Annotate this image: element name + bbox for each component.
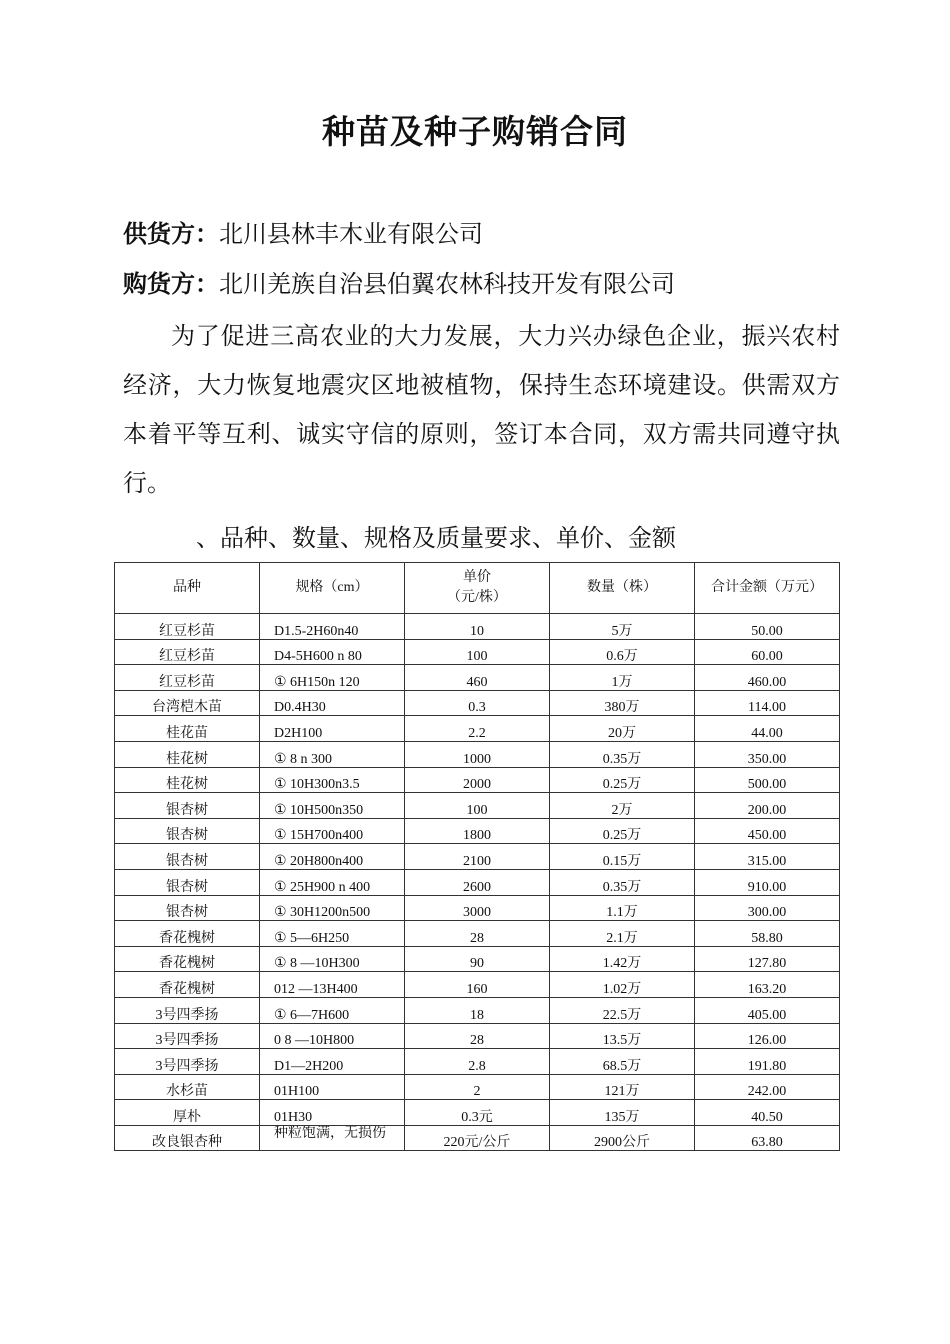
cell-variety: 银杏树 — [115, 895, 260, 921]
table-header-row — [115, 563, 840, 614]
table-row — [115, 818, 840, 844]
table-row — [115, 767, 840, 793]
cell-spec: D2H100 — [260, 716, 405, 742]
cell-price: 2600 — [405, 869, 550, 895]
cell-spec: ① 15H700n400 — [260, 818, 405, 844]
cell-spec: ① 10H500n350 — [260, 793, 405, 819]
cell-quantity: 1.42万 — [550, 946, 695, 972]
cell-spec: ① 25H900 n 400 — [260, 869, 405, 895]
cell-quantity: 0.35万 — [550, 869, 695, 895]
cell-variety: 3号四季扬 — [115, 997, 260, 1023]
table-row — [115, 1100, 840, 1126]
cell-spec: ① 5—6H250 — [260, 921, 405, 947]
table-row — [115, 844, 840, 870]
cell-spec: ① 10H300n3.5 — [260, 767, 405, 793]
section-heading: 、品种、数量、规格及质量要求、单价、金额 — [196, 524, 676, 552]
cell-spec: D1.5-2H60n40 — [260, 614, 405, 640]
intro-paragraph: 为了促进三高农业的大力发展，大力兴办绿色企业，振兴农村经济，大力恢复地震灾区地被植物，保持生态环境建设。供需双方本着平等互利、诚实守信的原则，签订本合同，双方需共同遵守执行。 — [123, 322, 840, 497]
header-variety: 品种 — [115, 563, 260, 614]
document-title: 种苗及种子购销合同 — [322, 112, 628, 151]
buyer-label: 购货方： — [123, 269, 219, 298]
cell-spec: ① 30H1200n500 — [260, 895, 405, 921]
table-row — [115, 1074, 840, 1100]
cell-variety: 桂花苗 — [115, 716, 260, 742]
cell-total: 315.00 — [695, 844, 840, 870]
cell-price: 1800 — [405, 818, 550, 844]
cell-quantity: 0.25万 — [550, 818, 695, 844]
cell-quantity: 13.5万 — [550, 1023, 695, 1049]
cell-variety: 红豆杉苗 — [115, 639, 260, 665]
product-table — [114, 562, 840, 1151]
cell-variety: 香花槐树 — [115, 972, 260, 998]
supplier-name: 北川县林丰木业有限公司 — [219, 220, 483, 248]
cell-quantity: 5万 — [550, 614, 695, 640]
cell-price: 460 — [405, 665, 550, 691]
table-row — [115, 1023, 840, 1049]
cell-quantity: 0.15万 — [550, 844, 695, 870]
supplier-label: 供货方： — [123, 219, 219, 248]
cell-price: 220元/公斤 — [405, 1125, 550, 1151]
cell-price: 90 — [405, 946, 550, 972]
cell-quantity: 1.1万 — [550, 895, 695, 921]
cell-variety: 银杏树 — [115, 818, 260, 844]
buyer-line — [123, 264, 675, 299]
cell-variety: 3号四季扬 — [115, 1023, 260, 1049]
cell-total: 114.00 — [695, 690, 840, 716]
cell-total: 500.00 — [695, 767, 840, 793]
cell-spec: 01H100 — [260, 1074, 405, 1100]
cell-price: 10 — [405, 614, 550, 640]
table-row — [115, 921, 840, 947]
cell-spec: D0.4H30 — [260, 690, 405, 716]
header-spec: 规格（cm） — [260, 563, 405, 614]
header-price-line1: 单价 — [463, 570, 491, 585]
cell-quantity: 1.02万 — [550, 972, 695, 998]
table-row — [115, 741, 840, 767]
cell-total: 40.50 — [695, 1100, 840, 1126]
cell-variety: 台湾桤木苗 — [115, 690, 260, 716]
cell-quantity: 2900公斤 — [550, 1125, 695, 1151]
header-total: 合计金额（万元） — [695, 563, 840, 614]
cell-price: 160 — [405, 972, 550, 998]
table-row — [115, 946, 840, 972]
cell-total: 191.80 — [695, 1049, 840, 1075]
cell-variety: 桂花树 — [115, 767, 260, 793]
cell-quantity: 0.6万 — [550, 639, 695, 665]
cell-price: 100 — [405, 793, 550, 819]
cell-price: 28 — [405, 1023, 550, 1049]
cell-total: 200.00 — [695, 793, 840, 819]
cell-total: 127.80 — [695, 946, 840, 972]
cell-variety: 桂花树 — [115, 741, 260, 767]
header-price-line2: （元/株） — [447, 590, 507, 605]
supplier-line — [123, 214, 483, 249]
cell-price: 1000 — [405, 741, 550, 767]
buyer-name: 北川羌族自治县伯翼农林科技开发有限公司 — [219, 270, 675, 298]
cell-price: 3000 — [405, 895, 550, 921]
table-row — [115, 639, 840, 665]
cell-total: 450.00 — [695, 818, 840, 844]
cell-total: 63.80 — [695, 1125, 840, 1151]
cell-quantity: 135万 — [550, 1100, 695, 1126]
cell-quantity: 22.5万 — [550, 997, 695, 1023]
cell-price: 2 — [405, 1074, 550, 1100]
cell-quantity: 0.35万 — [550, 741, 695, 767]
cell-quantity: 68.5万 — [550, 1049, 695, 1075]
cell-total: 300.00 — [695, 895, 840, 921]
cell-variety: 银杏树 — [115, 869, 260, 895]
table-row — [115, 614, 840, 640]
cell-variety: 红豆杉苗 — [115, 614, 260, 640]
header-quantity: 数量（株） — [550, 563, 695, 614]
table-row — [115, 716, 840, 742]
cell-variety: 红豆杉苗 — [115, 665, 260, 691]
cell-quantity: 2万 — [550, 793, 695, 819]
cell-total: 126.00 — [695, 1023, 840, 1049]
cell-price: 2.8 — [405, 1049, 550, 1075]
cell-total: 910.00 — [695, 869, 840, 895]
table-row — [115, 1049, 840, 1075]
table-row — [115, 793, 840, 819]
cell-spec: ① 8 n 300 — [260, 741, 405, 767]
cell-quantity: 121万 — [550, 1074, 695, 1100]
cell-price: 0.3元 — [405, 1100, 550, 1126]
table-row — [115, 869, 840, 895]
table-row — [115, 972, 840, 998]
cell-price: 0.3 — [405, 690, 550, 716]
cell-price: 18 — [405, 997, 550, 1023]
header-price — [405, 563, 550, 614]
cell-price: 100 — [405, 639, 550, 665]
table-row — [115, 690, 840, 716]
cell-spec: 01H30 — [260, 1100, 405, 1126]
cell-variety: 改良银杏种 — [115, 1125, 260, 1151]
cell-spec: ① 8 —10H300 — [260, 946, 405, 972]
cell-spec: 0 8 —10H800 — [260, 1023, 405, 1049]
cell-spec: ① 6—7H600 — [260, 997, 405, 1023]
cell-total: 242.00 — [695, 1074, 840, 1100]
cell-price: 2.2 — [405, 716, 550, 742]
cell-variety: 香花槐树 — [115, 946, 260, 972]
cell-spec: ① 6H150n 120 — [260, 665, 405, 691]
cell-variety: 银杏树 — [115, 844, 260, 870]
table-body — [115, 614, 840, 1151]
cell-total: 50.00 — [695, 614, 840, 640]
cell-quantity: 0.25万 — [550, 767, 695, 793]
cell-spec: ① 20H800n400 — [260, 844, 405, 870]
cell-total: 350.00 — [695, 741, 840, 767]
cell-quantity: 20万 — [550, 716, 695, 742]
cell-spec: 种粒饱满，无损伤 — [260, 1125, 405, 1151]
cell-total: 460.00 — [695, 665, 840, 691]
cell-variety: 水杉苗 — [115, 1074, 260, 1100]
cell-spec: 012 —13H400 — [260, 972, 405, 998]
cell-price: 2100 — [405, 844, 550, 870]
cell-spec: D1—2H200 — [260, 1049, 405, 1075]
cell-total: 58.80 — [695, 921, 840, 947]
table-row — [115, 1125, 840, 1151]
cell-spec: D4-5H600 n 80 — [260, 639, 405, 665]
cell-price: 2000 — [405, 767, 550, 793]
cell-variety: 厚朴 — [115, 1100, 260, 1126]
cell-total: 60.00 — [695, 639, 840, 665]
table-row — [115, 895, 840, 921]
table-row — [115, 997, 840, 1023]
cell-total: 163.20 — [695, 972, 840, 998]
cell-quantity: 1万 — [550, 665, 695, 691]
cell-total: 405.00 — [695, 997, 840, 1023]
cell-quantity: 2.1万 — [550, 921, 695, 947]
table-row — [115, 665, 840, 691]
cell-total: 44.00 — [695, 716, 840, 742]
cell-variety: 香花槐树 — [115, 921, 260, 947]
cell-price: 28 — [405, 921, 550, 947]
cell-quantity: 380万 — [550, 690, 695, 716]
cell-variety: 银杏树 — [115, 793, 260, 819]
cell-variety: 3号四季扬 — [115, 1049, 260, 1075]
